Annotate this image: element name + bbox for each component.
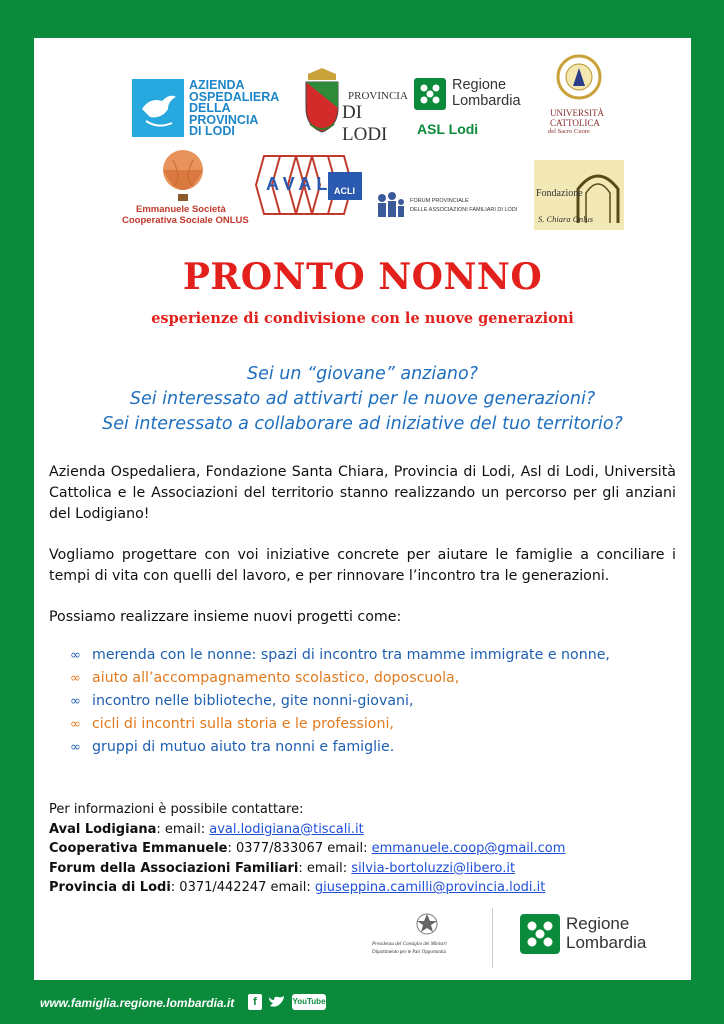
provincia-lodi-logo — [300, 68, 408, 145]
emmanuele-label-1: Emmanuele Società — [136, 204, 226, 215]
contact-email-link[interactable]: aval.lodigiana@tiscali.it — [209, 821, 364, 837]
fondazione-santa-chiara-logo — [534, 160, 624, 230]
list-item-text: gruppi di mutuo aiuto tra nonni e famiglie. — [92, 739, 395, 755]
logo-divider — [492, 908, 493, 968]
contact-email-link[interactable]: silvia-bortoluzzi@libero.it — [351, 860, 516, 876]
azienda-line-2: OSPEDALIERA — [189, 89, 280, 104]
flyer-sheet — [34, 38, 691, 980]
regione-asl-logo — [414, 78, 542, 140]
intro-paragraph: Azienda Ospedaliera, Fondazione Santa Chiara, Provincia di Lodi, Asl di Lodi, Università Cattolica e le Associazioni del territorio stanno realizzando un percorso per gli anziani del Lodigiano! — [49, 464, 676, 522]
fondazione-label-1: Fondazione — [536, 188, 583, 199]
facebook-icon[interactable] — [248, 994, 262, 1010]
page-subtitle: esperienze di condivisione con le nuove generazioni — [151, 310, 574, 327]
regione-label-1: Regione — [452, 77, 507, 93]
dove-icon — [132, 79, 184, 137]
question-1: Sei un “giovane” anziano? — [246, 364, 479, 384]
infinity-bullet-icon: ∞ — [70, 648, 81, 663]
contact-row — [49, 820, 565, 840]
contact-row — [49, 859, 565, 879]
infinity-bullet-icon: ∞ — [70, 740, 81, 755]
azienda-ospedaliera-logo — [132, 78, 292, 138]
list-item-text: cicli di incontri sulla storia e le professioni, — [92, 716, 394, 732]
list-item-text: merenda con le nonne: spazi di incontro tra mamme immigrate e nonne, — [92, 647, 610, 663]
list-item — [70, 644, 610, 667]
goal-paragraph: Vogliamo progettare con voi iniziative concrete per aiutare le famiglie a conciliare i tempi di vita con quelli del lavoro, e per rinnovare l’incontro tra le generazioni. — [49, 547, 676, 584]
regione-bottom-label-1: Regione — [566, 914, 630, 933]
list-item — [70, 667, 610, 690]
contact-org: Provincia di Lodi — [49, 880, 171, 895]
list-item — [70, 736, 610, 759]
contact-email-link[interactable]: emmanuele.coop@gmail.com — [371, 841, 566, 856]
contact-detail: : 0377/833067 email: — [227, 841, 372, 856]
emmanuele-label-2: Cooperativa Sociale ONLUS — [122, 215, 249, 226]
contact-detail: : email: — [156, 821, 210, 837]
contact-org: Forum della Associazioni Familiari — [49, 860, 299, 876]
emmanuele-logo — [120, 150, 260, 226]
contact-org: Cooperativa Emmanuele — [49, 841, 228, 856]
regione-label-2: Lombardia — [452, 93, 521, 109]
contact-org: Aval Lodigiana — [49, 821, 157, 837]
list-item-text: incontro nelle biblioteche, gite nonni-giovani, — [92, 693, 414, 709]
twitter-icon[interactable] — [268, 994, 286, 1010]
azienda-line-4: PROVINCIA — [189, 112, 259, 127]
facebook-icon-label: f — [253, 996, 257, 1008]
forum-label-1: FORUM PROVINCIALE — [410, 198, 469, 204]
regione-bottom-label-2: Lombardia — [566, 933, 647, 952]
azienda-line-1: AZIENDA — [189, 78, 245, 92]
presidenza-consiglio-logo — [364, 912, 492, 964]
university-seal-icon — [556, 54, 602, 100]
contact-detail: : email: — [298, 860, 352, 876]
fondazione-label-2: S. Chiara Onlus — [538, 214, 594, 224]
asl-label: ASL Lodi — [417, 121, 479, 137]
presidenza-label-1: Presidenza del Consiglio dei Ministri — [372, 942, 447, 947]
universita-label-2: CATTOLICA — [550, 118, 600, 128]
youtube-icon-label: YouTube — [292, 997, 326, 1006]
azienda-line-3: DELLA — [189, 101, 231, 115]
contact-email-link[interactable]: giuseppina.camilli@provincia.lodi.it — [314, 880, 546, 895]
universita-label-3: del Sacro Cuore — [548, 128, 590, 135]
family-icon — [376, 192, 406, 218]
balloon-icon — [160, 150, 206, 202]
presidenza-label-2: Dipartimento per le Pari Opportunità — [372, 950, 446, 955]
footer-bar — [0, 984, 724, 1024]
acli-label: ACLI — [334, 186, 355, 196]
azienda-line-5: DI LODI — [189, 124, 235, 138]
provincia-lodi-label: DI LODI — [342, 102, 388, 145]
list-item — [70, 690, 610, 713]
regione-rose-icon — [414, 78, 446, 110]
page-title: PRONTO NONNO — [182, 256, 543, 298]
contacts-block — [49, 800, 565, 898]
list-item-text: aiuto all’accompagnamento scolastico, doposcuola, — [92, 670, 460, 686]
question-3: Sei interessato a collaborare ad iniziative del tuo territorio? — [102, 414, 623, 434]
project-list — [70, 644, 610, 759]
forum-associazioni-logo — [376, 190, 526, 224]
universita-label-1: UNIVERSITÀ — [550, 108, 604, 118]
regione-rose-icon — [520, 914, 560, 954]
footer-url-link[interactable]: www.famiglia.regione.lombardia.it — [40, 996, 235, 1010]
contacts-intro: Per informazioni è possibile contattare: — [49, 802, 304, 817]
contact-row — [49, 878, 565, 898]
infinity-bullet-icon: ∞ — [70, 717, 81, 732]
aval-acli-logo — [244, 152, 366, 218]
infinity-bullet-icon: ∞ — [70, 671, 81, 686]
regione-lombardia-bottom-logo — [520, 914, 670, 958]
forum-label-2: DELLE ASSOCIAZIONI FAMILIARI DI LODI — [410, 207, 518, 213]
universita-cattolica-logo — [548, 54, 610, 158]
infinity-bullet-icon: ∞ — [70, 694, 81, 709]
youtube-icon[interactable] — [292, 994, 326, 1010]
provincia-label: PROVINCIA — [348, 90, 408, 102]
question-2: Sei interessato ad attivarti per le nuove generazioni? — [129, 389, 596, 409]
contact-detail: : 0371/442247 email: — [170, 880, 315, 895]
projects-intro: Possiamo realizzare insieme nuovi progetti come: — [49, 609, 402, 625]
contact-row — [49, 839, 565, 859]
provincia-crest-icon — [300, 68, 344, 134]
list-item — [70, 713, 610, 736]
italian-emblem-icon — [416, 912, 438, 938]
aval-label: AVAL — [266, 174, 333, 194]
